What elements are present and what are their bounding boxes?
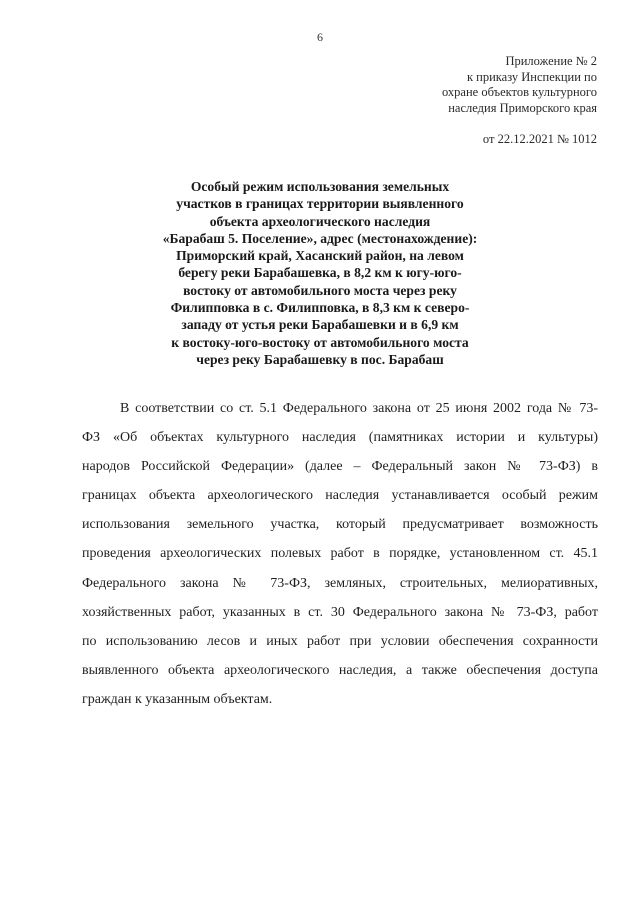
body-line: использования земельного участка, который предусматривает возможность <box>82 517 598 533</box>
body-line: хозяйственных работ, указанных в ст. 30 Федерального закона № 73-ФЗ, работ <box>82 604 598 620</box>
appendix-line: к приказу Инспекции по <box>466 69 597 84</box>
title-line: «Барабаш 5. Поселение», адрес (местонахождение): <box>162 230 478 246</box>
body-line: народов Российской Федерации» (далее – Федеральный закон № 73-ФЗ) в <box>82 459 598 475</box>
appendix-line: охране объектов культурного <box>441 85 597 99</box>
title-line: Филипповка в с. Филипповка, в 8,3 км к северо- <box>170 300 470 316</box>
title-line: Приморский край, Хасанский район, на левом <box>176 248 464 264</box>
title-line: Особый режим использования земельных <box>190 179 450 194</box>
title-line: участков в границах территории выявленного <box>176 196 464 212</box>
body-line: выявленного объекта археологического наследия, а также обеспечения доступа <box>82 662 598 678</box>
appendix-line: Приложение № 2 <box>505 54 597 68</box>
title-line: через реку Барабашевку в пос. Барабаш <box>196 351 444 367</box>
page-number: 6 <box>317 30 323 44</box>
body-line: Федерального закона № 73-ФЗ, земляных, строительных, мелиоративных, <box>82 575 598 591</box>
body-paragraph <box>82 394 598 714</box>
document-title <box>100 178 540 368</box>
appendix-line: наследия Приморского края <box>448 100 597 115</box>
body-line: граждан к указанным объектам. <box>82 691 273 707</box>
title-line: объекта археологического наследия <box>209 213 431 229</box>
title-line: берегу реки Барабашевка, в 8,2 км к югу-юго- <box>178 265 462 281</box>
body-line: проведения археологических полевых работ в порядке, установленном ст. 45.1 <box>82 546 598 562</box>
title-line: востоку от автомобильного моста через реку <box>183 282 457 298</box>
title-line: западу от устья реки Барабашевки и в 6,9 км <box>181 317 459 333</box>
body-line: по использованию лесов и иных работ при условии обеспечения сохранности <box>82 633 598 649</box>
body-line: ФЗ «Об объектах культурного наследия (памятниках истории и культуры) <box>82 430 598 446</box>
title-line: к востоку-юго-востоку от автомобильного моста <box>171 334 469 350</box>
body-line: В соответствии со ст. 5.1 Федерального закона от 25 июня 2002 года № 73- <box>120 401 598 416</box>
order-date-number: от 22.12.2021 № 1012 <box>482 132 597 146</box>
body-line: границах объекта археологического наследия устанавливается особый режим <box>82 488 598 504</box>
appendix-header <box>377 54 597 116</box>
